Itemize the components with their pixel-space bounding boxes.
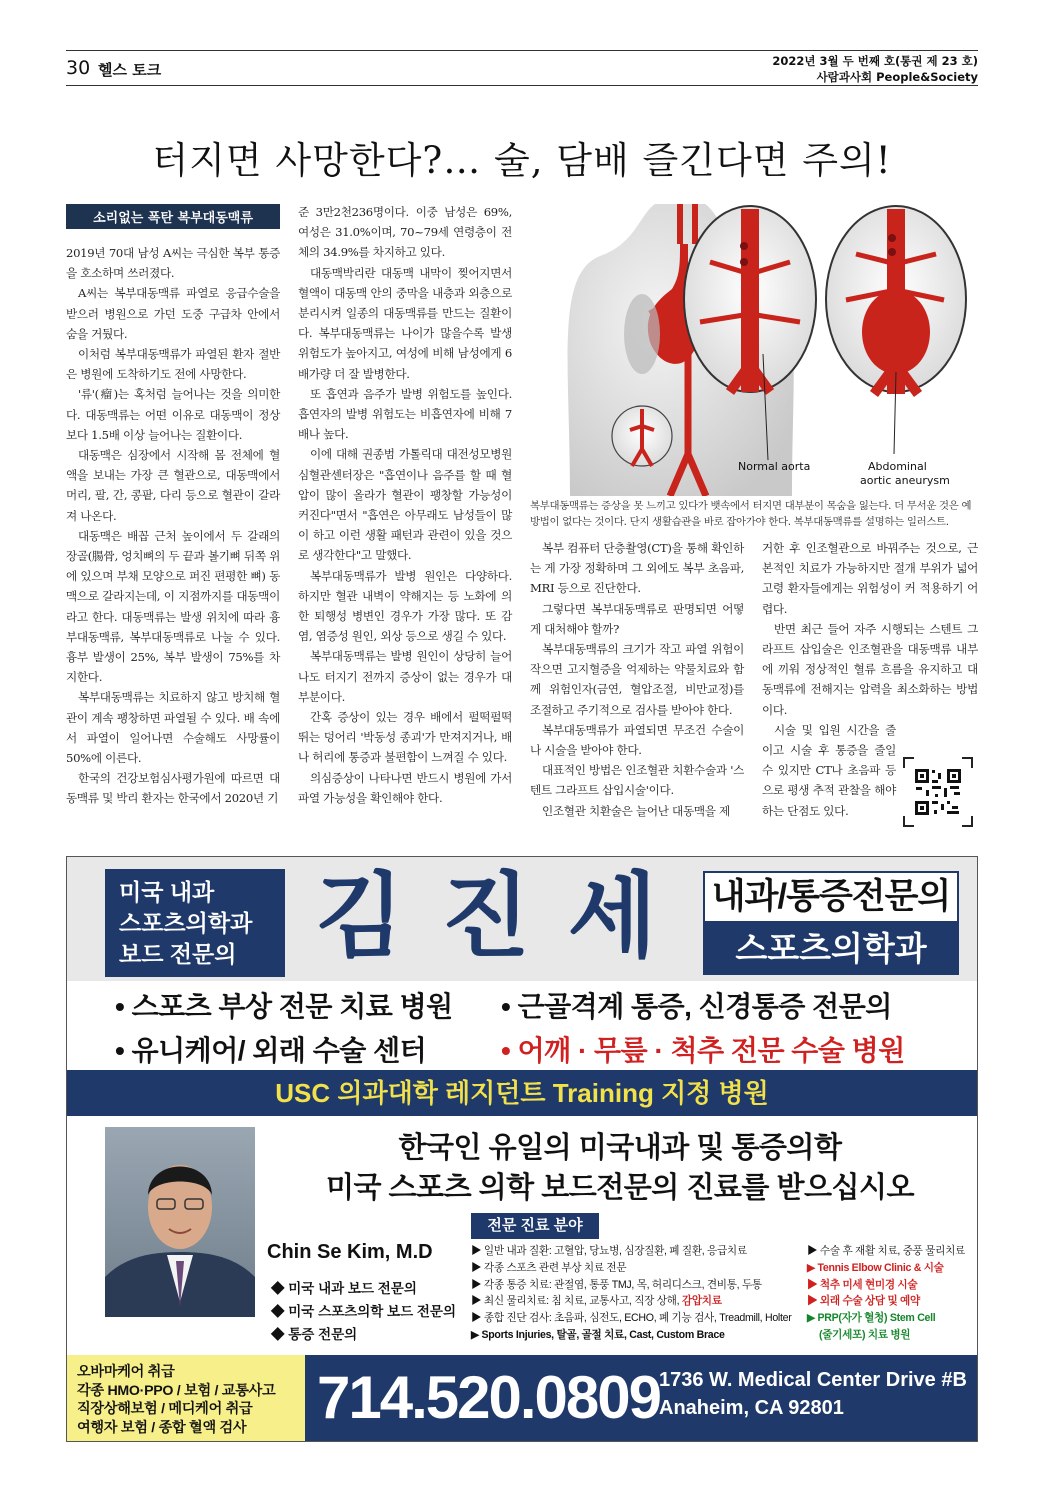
publisher: 사람과사회 People&Society (816, 70, 978, 84)
qr-code[interactable] (902, 756, 974, 828)
bullet-item: • 스포츠 부상 전문 치료 병원 (115, 991, 453, 1022)
paragraph: 의심증상이 나타나면 반드시 병원에 가서 파열 가능성을 확인해야 한다. (298, 770, 512, 805)
bullet-item: • 유니케어/ 외래 수술 센터 (115, 1035, 427, 1066)
service-item: ▶ 종합 진단 검사: 초음파, 심전도, ECHO, 폐 기능 검사, Treadmill, Holter (471, 1312, 792, 1325)
paragraph: 한국의 건강보험심사평가원에 따르면 대동맥류 및 박리 환자는 한국에서 2020년 기 (66, 771, 280, 806)
clinic-advertisement[interactable] (66, 856, 978, 1442)
figure-caption: 복부대동맥류는 증상을 못 느끼고 있다가 뱃속에서 터지면 대부분이 목숨을 잃는다. 더 무서운 것은 예방법이 없다는 것이다. 단지 생활습관을 바로 잡아가야 한다. 복부대동맥류를 설명하는 일러스트. (530, 500, 972, 528)
tagline-1: 한국인 유일의 미국내과 및 통증의학 (398, 1132, 842, 1164)
paragraph: 거한 후 인조혈관으로 바꿔주는 것으로, 근본적인 치료가 가능하지만 절개 부위가 넓어 고령 환자들에게는 위험성이 커 적용하기 어렵다. (762, 541, 978, 616)
paragraph: A씨는 복부대동맥류 파열로 응급수술을 받으러 병원으로 가던 도중 구급차 안에서 숨을 거뒀다. (66, 286, 280, 341)
paragraph: 복부 컴퓨터 단층촬영(CT)을 통해 확인하는 게 가장 정확하며 그 외에도 복부 초음파, MRI 등으로 진단한다. (530, 541, 744, 596)
paragraph: 대동맥박리란 대동맥 내막이 찢어지면서 혈액이 대동맥 안의 중막을 내층과 외층으로 분리시켜 일종의 대동맥류를 만드는 질환이다. 복부대동맥류는 나이가 많을수록 발생 위험도가 높아지고, 여성에 비해 남성에게 6배가량 더 잘 발병한다. (298, 265, 512, 381)
paragraph: 간혹 증상이 있는 경우 배에서 펄떡펄떡 뛰는 덩어리 '박동성 종괴'가 만져지거나, 배나 허리에 통증과 불편함이 느껴질 수 있다. (298, 710, 512, 765)
article-column-1 (66, 204, 280, 809)
paragraph: 그렇다면 복부대동맥류로 판명되면 어떻게 대처해야 할까? (530, 601, 744, 636)
paragraph: 준 3만2천236명이다. 이중 남성은 69%, 여성은 31.0%이며, 70~79세 연령층이 전체의 34.9%를 차지하고 있다. (298, 205, 512, 260)
box-line: 보드 전문의 (119, 941, 237, 967)
insurance-item: 직장상해보험 / 메디케어 취급 (77, 1401, 253, 1417)
service-item: ▶ 일반 내과 질환: 고혈압, 당뇨병, 심장질환, 폐 질환, 응급치료 (471, 1245, 747, 1257)
paragraph: 시술 및 입원 시간을 줄이고 시술 후 통증을 줄일 수 있지만 CT나 초음파 등으로 평생 추적 관찰을 해야 하는 단점도 있다. (762, 722, 896, 818)
credential-item: ◆ 미국 내과 보드 전문의 (271, 1281, 417, 1296)
service-item: ▶ Tennis Elbow Clinic & 시술 (807, 1261, 944, 1274)
bullet-item: • 근골격계 통증, 신경통증 전문의 (501, 991, 892, 1022)
doctor-name-large: 김 진 세 (315, 866, 663, 968)
services-list-right (807, 1243, 975, 1344)
paragraph: 복부대동맥류가 발병 원인은 다양하다. 하지만 혈관 내벽이 약해지는 등 노화에 의한 퇴행성 병변인 경우가 가장 많다. 또 감염, 염증성 원인, 외상 등으로 생길 수 있다. (298, 568, 512, 644)
aneurysm-label-1: Abdominal (868, 460, 927, 473)
paragraph: 2019년 70대 남성 A씨는 극심한 복부 통증을 호소하며 쓰러졌다. (66, 246, 280, 281)
tagline-2: 미국 스포츠 의학 보드전문의 진료를 받으십시오 (325, 1172, 915, 1204)
service-item: ▶ 외래 수술 상담 및 예약 (807, 1295, 920, 1308)
specialty-bottom: 스포츠의학과 (703, 923, 959, 975)
insurance-item: 각종 HMO·PPO / 보험 / 교통사고 (77, 1382, 276, 1399)
credential-item: ◆ 미국 스포츠의학 보드 전문의 (271, 1304, 456, 1319)
box-line: 미국 내과 (119, 879, 215, 905)
service-item: (줄기세포) 치료 병원 (819, 1328, 911, 1341)
article-column-3 (530, 538, 744, 821)
service-item: ▶ 최신 물리치료: 침 치료, 교통사고, 직장 상해, 감압치료 (471, 1295, 722, 1308)
service-item: ▶ 수술 후 재활 치료, 중풍 물리치료 (807, 1245, 965, 1257)
section-name: 헬스 토크 (98, 61, 162, 79)
specialty-top: 내과/통증전문의 (703, 871, 959, 923)
bullet-list-left (115, 985, 453, 1073)
bullet-list-right (501, 985, 905, 1073)
paragraph: 또 흡연과 음주가 발병 위험도를 높인다. 흡연자의 발병 위험도는 비흡연자에 비해 7배나 높다. (298, 386, 512, 442)
address-line-1: 1736 W. Medical Center Drive #B (659, 1369, 967, 1391)
service-item: ▶ PRP(자가 혈청) Stem Cell (807, 1312, 936, 1325)
aneurysm-detail (826, 206, 966, 454)
usc-banner: USC 의과대학 레지던트 Training 지정 병원 (67, 1070, 977, 1116)
paragraph: 복부대동맥류가 파열되면 무조건 수술이나 시술을 받아야 한다. (530, 722, 744, 758)
paragraph: 대동맥은 심장에서 시작해 몸 전체에 혈액을 보내는 가장 큰 혈관으로, 대동맥에서 머리, 팔, 간, 콩팥, 다리 등으로 혈관이 갈라져 나온다. (66, 448, 280, 523)
page-header (66, 50, 978, 86)
insurance-item: 여행자 보험 / 종합 혈액 검사 (77, 1419, 247, 1436)
address-line-2: Anaheim, CA 92801 (659, 1397, 844, 1419)
paragraph: '류'(瘤)는 혹처럼 늘어나는 것을 의미한다. 대동맥류는 어떤 이유로 대동맥이 정상보다 1.5배 이상 늘어나는 질환이다. (66, 387, 280, 442)
service-item: ▶ Sports Injuries, 탈골, 골절 치료, Cast, Custom Brace (471, 1328, 725, 1341)
phone-number[interactable]: 714.520.0809 (317, 1364, 661, 1431)
article-subheading: 소리없는 폭탄 복부대동맥류 (66, 204, 280, 229)
doctor-name: Chin Se Kim, M.D (267, 1241, 433, 1263)
service-item: ▶ 척추 미세 현미경 시술 (807, 1278, 918, 1291)
normal-aorta-label: Normal aorta (738, 460, 811, 473)
issue-info: 2022년 3월 두 번째 호(통권 제 23 호) (772, 54, 978, 68)
paragraph: 반면 최근 들어 자주 시행되는 스텐트 그라프트 삽입술은 인조혈관을 대동맥류 내부에 끼워 정상적인 혈류 흐름을 유지하고 대동맥류에 전해지는 압력을 최소화하는 방법이다. (762, 621, 978, 717)
board-certification-box (105, 869, 285, 977)
insurance-box (67, 1355, 305, 1441)
aneurysm-label-2: aortic aneurysm (860, 474, 950, 487)
page-number: 30 (66, 57, 91, 79)
article-column-2 (298, 202, 512, 808)
paragraph: 복부대동맥류는 치료하지 않고 방치해 혈관이 계속 팽창하면 파열될 수 있다. 배 속에서 파열이 일어나면 수술해도 사망률이 50%에 이른다. (66, 690, 280, 766)
paragraph: 인조혈관 치환술은 늘어난 대동맥을 제 (542, 803, 730, 818)
paragraph: 복부대동맥류의 크기가 작고 파열 위험이 작으면 고지혈증을 억제하는 약물치료와 함께 위험인자(금연, 혈압조절, 비만교정)를 조절하고 주기적으로 검사를 받아야 한다. (530, 642, 744, 717)
services-title: 전문 진료 분야 (471, 1213, 599, 1239)
services-list-left (471, 1243, 807, 1344)
paragraph: 이처럼 복부대동맥류가 파열된 환자 절반은 병원에 도착하기도 전에 사망한다. (66, 347, 280, 382)
doctor-photo (105, 1127, 255, 1317)
paragraph: 대표적인 방법은 인조혈관 치환수술과 '스텐트 그라프트 삽입시술'이다. (530, 763, 744, 798)
credential-list (271, 1277, 456, 1346)
credential-item: ◆ 통증 전문의 (271, 1327, 358, 1342)
paragraph: 이에 대해 권종범 가톨릭대 대전성모병원 심혈관센터장은 "흡연이나 음주를 할 때 혈압이 많이 올라가 혈관이 팽창할 가능성이 커진다"면서 "흡연은 아무래도 남성들이 많이 하고 이런 생활 패턴과 관련이 있을 것으로 생각한다"고 말했다. (298, 447, 512, 563)
bullet-item: • 어깨 · 무릎 · 척추 전문 수술 병원 (501, 1035, 905, 1066)
paragraph: 복부대동맥류는 발병 원인이 상당히 늘어나도 터지기 전까지 증상이 없는 경우가 대부분이다. (298, 649, 512, 704)
insurance-item: 오바마케어 취급 (77, 1364, 175, 1380)
service-item: ▶ 각종 스포츠 관련 부상 치료 전문 (471, 1261, 627, 1274)
headline: 터지면 사망한다?… 술, 담배 즐긴다면 주의! (152, 139, 892, 182)
aorta-illustration (530, 204, 978, 496)
paragraph: 대동맥은 배꼽 근처 높이에서 두 갈래의 장골(腸骨, 엉치뼈의 두 끝과 볼기뼈 뒤쪽 위에 있으며 부채 모양으로 퍼진 편평한 뼈) 동맥으로 갈라지는데, 이 지점까지를 대동맥이라고 한다. 대동맥류는 발생 위치에 따라 흉부대동맥류, 복부대동맥류로 나눌 수 있다. 흉부 발생이 25%, 복부 발생이 75%를 차지한다. (66, 528, 281, 685)
box-line: 스포츠의학과 (119, 910, 253, 936)
service-item: ▶ 각종 통증 치료: 관절염, 통풍 TMJ, 목, 허리디스크, 견비통, 두통 (471, 1278, 762, 1291)
